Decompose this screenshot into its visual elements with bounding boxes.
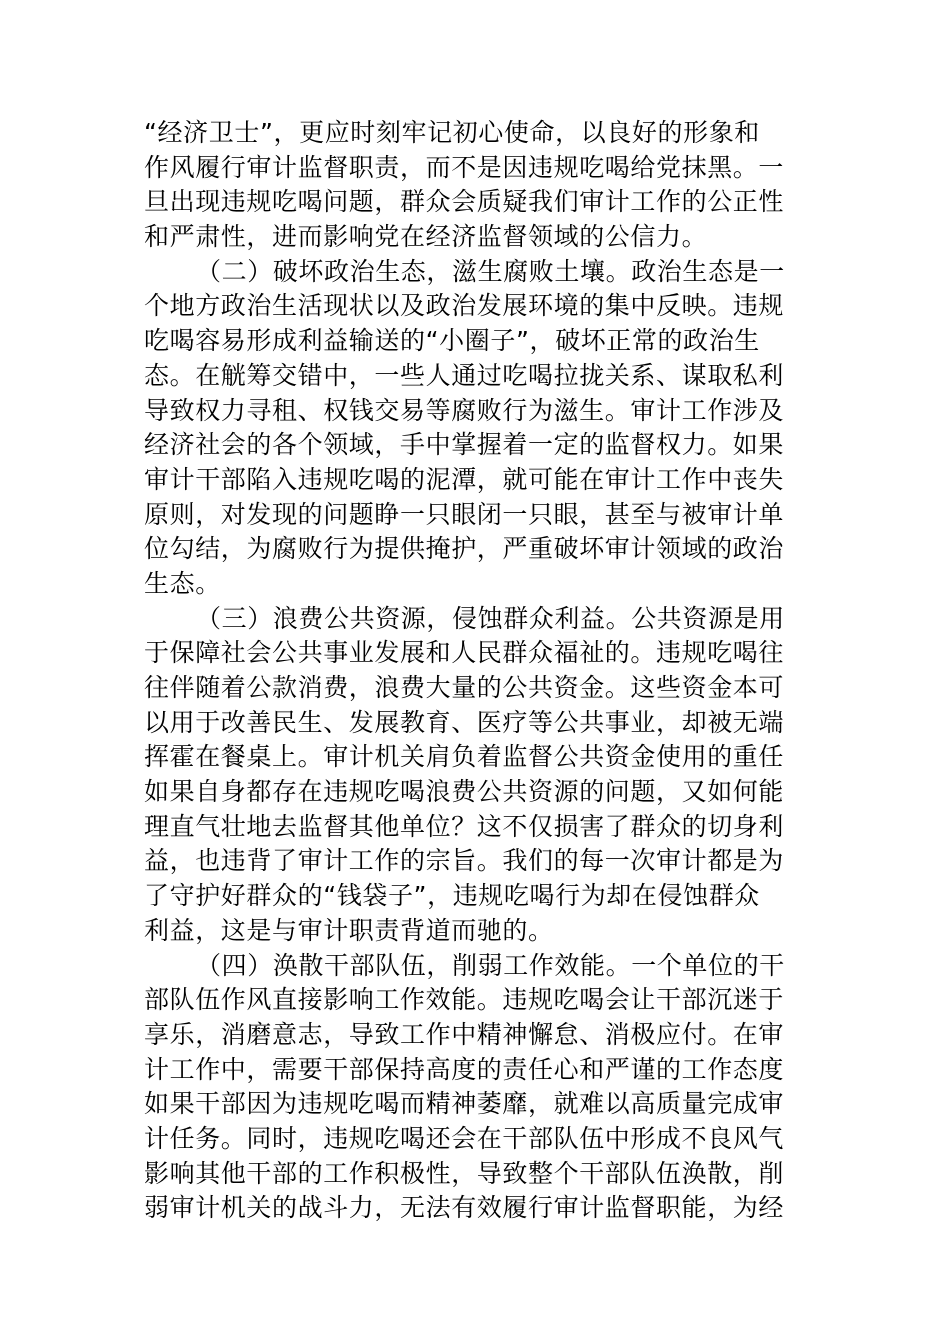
section-heading-line: （四）涣散干部队伍，削弱工作效能。一个单位的干 [196,950,785,980]
body-text [144,116,806,1226]
text-line: 计任务。同时，违规吃喝还会在干部队伍中形成不良风气 [144,1123,785,1153]
text-line: 吃喝容易形成利益输送的“小圈子”，破坏正常的政治生 [144,326,760,356]
text-line: 经济社会的各个领域，手中掌握着一定的监督权力。如果 [144,430,785,460]
text-line: 如果干部因为违规吃喝而精神萎靡，就难以高质量完成审 [144,1089,785,1119]
text-line: 旦出现违规吃喝问题，群众会质疑我们审计工作的公正性 [144,187,785,217]
text-line: 生态。 [144,568,221,598]
text-line: 益，也违背了审计工作的宗旨。我们的每一次审计都是为 [144,846,785,876]
text-line: 以用于改善民生、发展教育、医疗等公共事业，却被无端 [144,707,785,737]
text-line: 部队伍作风直接影响工作效能。违规吃喝会让干部沉迷于 [144,985,785,1015]
text-line: 个地方政治生活现状以及政治发展环境的集中反映。违规 [144,291,785,321]
text-line: 态。在觥筹交错中，一些人通过吃喝拉拢关系、谋取私利 [144,360,785,390]
text-line: 了守护好群众的“钱袋子”，违规吃喝行为却在侵蚀群众 [144,881,760,911]
text-line: 审计干部陷入违规吃喝的泥潭，就可能在审计工作中丧失 [144,464,785,494]
section-heading-line: （三）浪费公共资源，侵蚀群众利益。公共资源是用 [196,603,785,633]
text-line: 导致权力寻租、权钱交易等腐败行为滋生。审计工作涉及 [144,395,785,425]
text-line: 原则，对发现的问题睁一只眼闭一只眼，甚至与被审计单 [144,499,785,529]
section-heading-line: （二）破坏政治生态，滋生腐败土壤。政治生态是一 [196,256,785,286]
text-line: 位勾结，为腐败行为提供掩护，严重破坏审计领域的政治 [144,534,785,564]
text-line: 计工作中，需要干部保持高度的责任心和严谨的工作态度 [144,1054,785,1084]
text-line: “经济卫士”，更应时刻牢记初心使命，以良好的形象和 [144,118,760,147]
text-line: 享乐，消磨意志，导致工作中精神懈怠、消极应付。在审 [144,1019,785,1049]
text-line: 于保障社会公共事业发展和人民群众福祉的。违规吃喝往 [144,638,785,668]
text-line: 弱审计机关的战斗力，无法有效履行审计监督职能，为经 [144,1193,785,1223]
text-line: 如果自身都存在违规吃喝浪费公共资源的问题，又如何能 [144,777,785,807]
text-line: 和严肃性，进而影响党在经济监督领域的公信力。 [144,222,708,252]
text-line: 作风履行审计监督职责，而不是因违规吃喝给党抹黑。一 [144,152,785,182]
text-line: 挥霍在餐桌上。审计机关肩负着监督公共资金使用的重任 [144,742,785,772]
text-line: 往伴随着公款消费，浪费大量的公共资金。这些资金本可 [144,673,785,702]
text-line: 利益，这是与审计职责背道而驰的。 [144,915,554,945]
text-line: 理直气壮地去监督其他单位？这不仅损害了群众的切身利 [144,811,785,841]
text-line: 影响其他干部的工作积极性，导致整个干部队伍涣散，削 [144,1158,785,1188]
